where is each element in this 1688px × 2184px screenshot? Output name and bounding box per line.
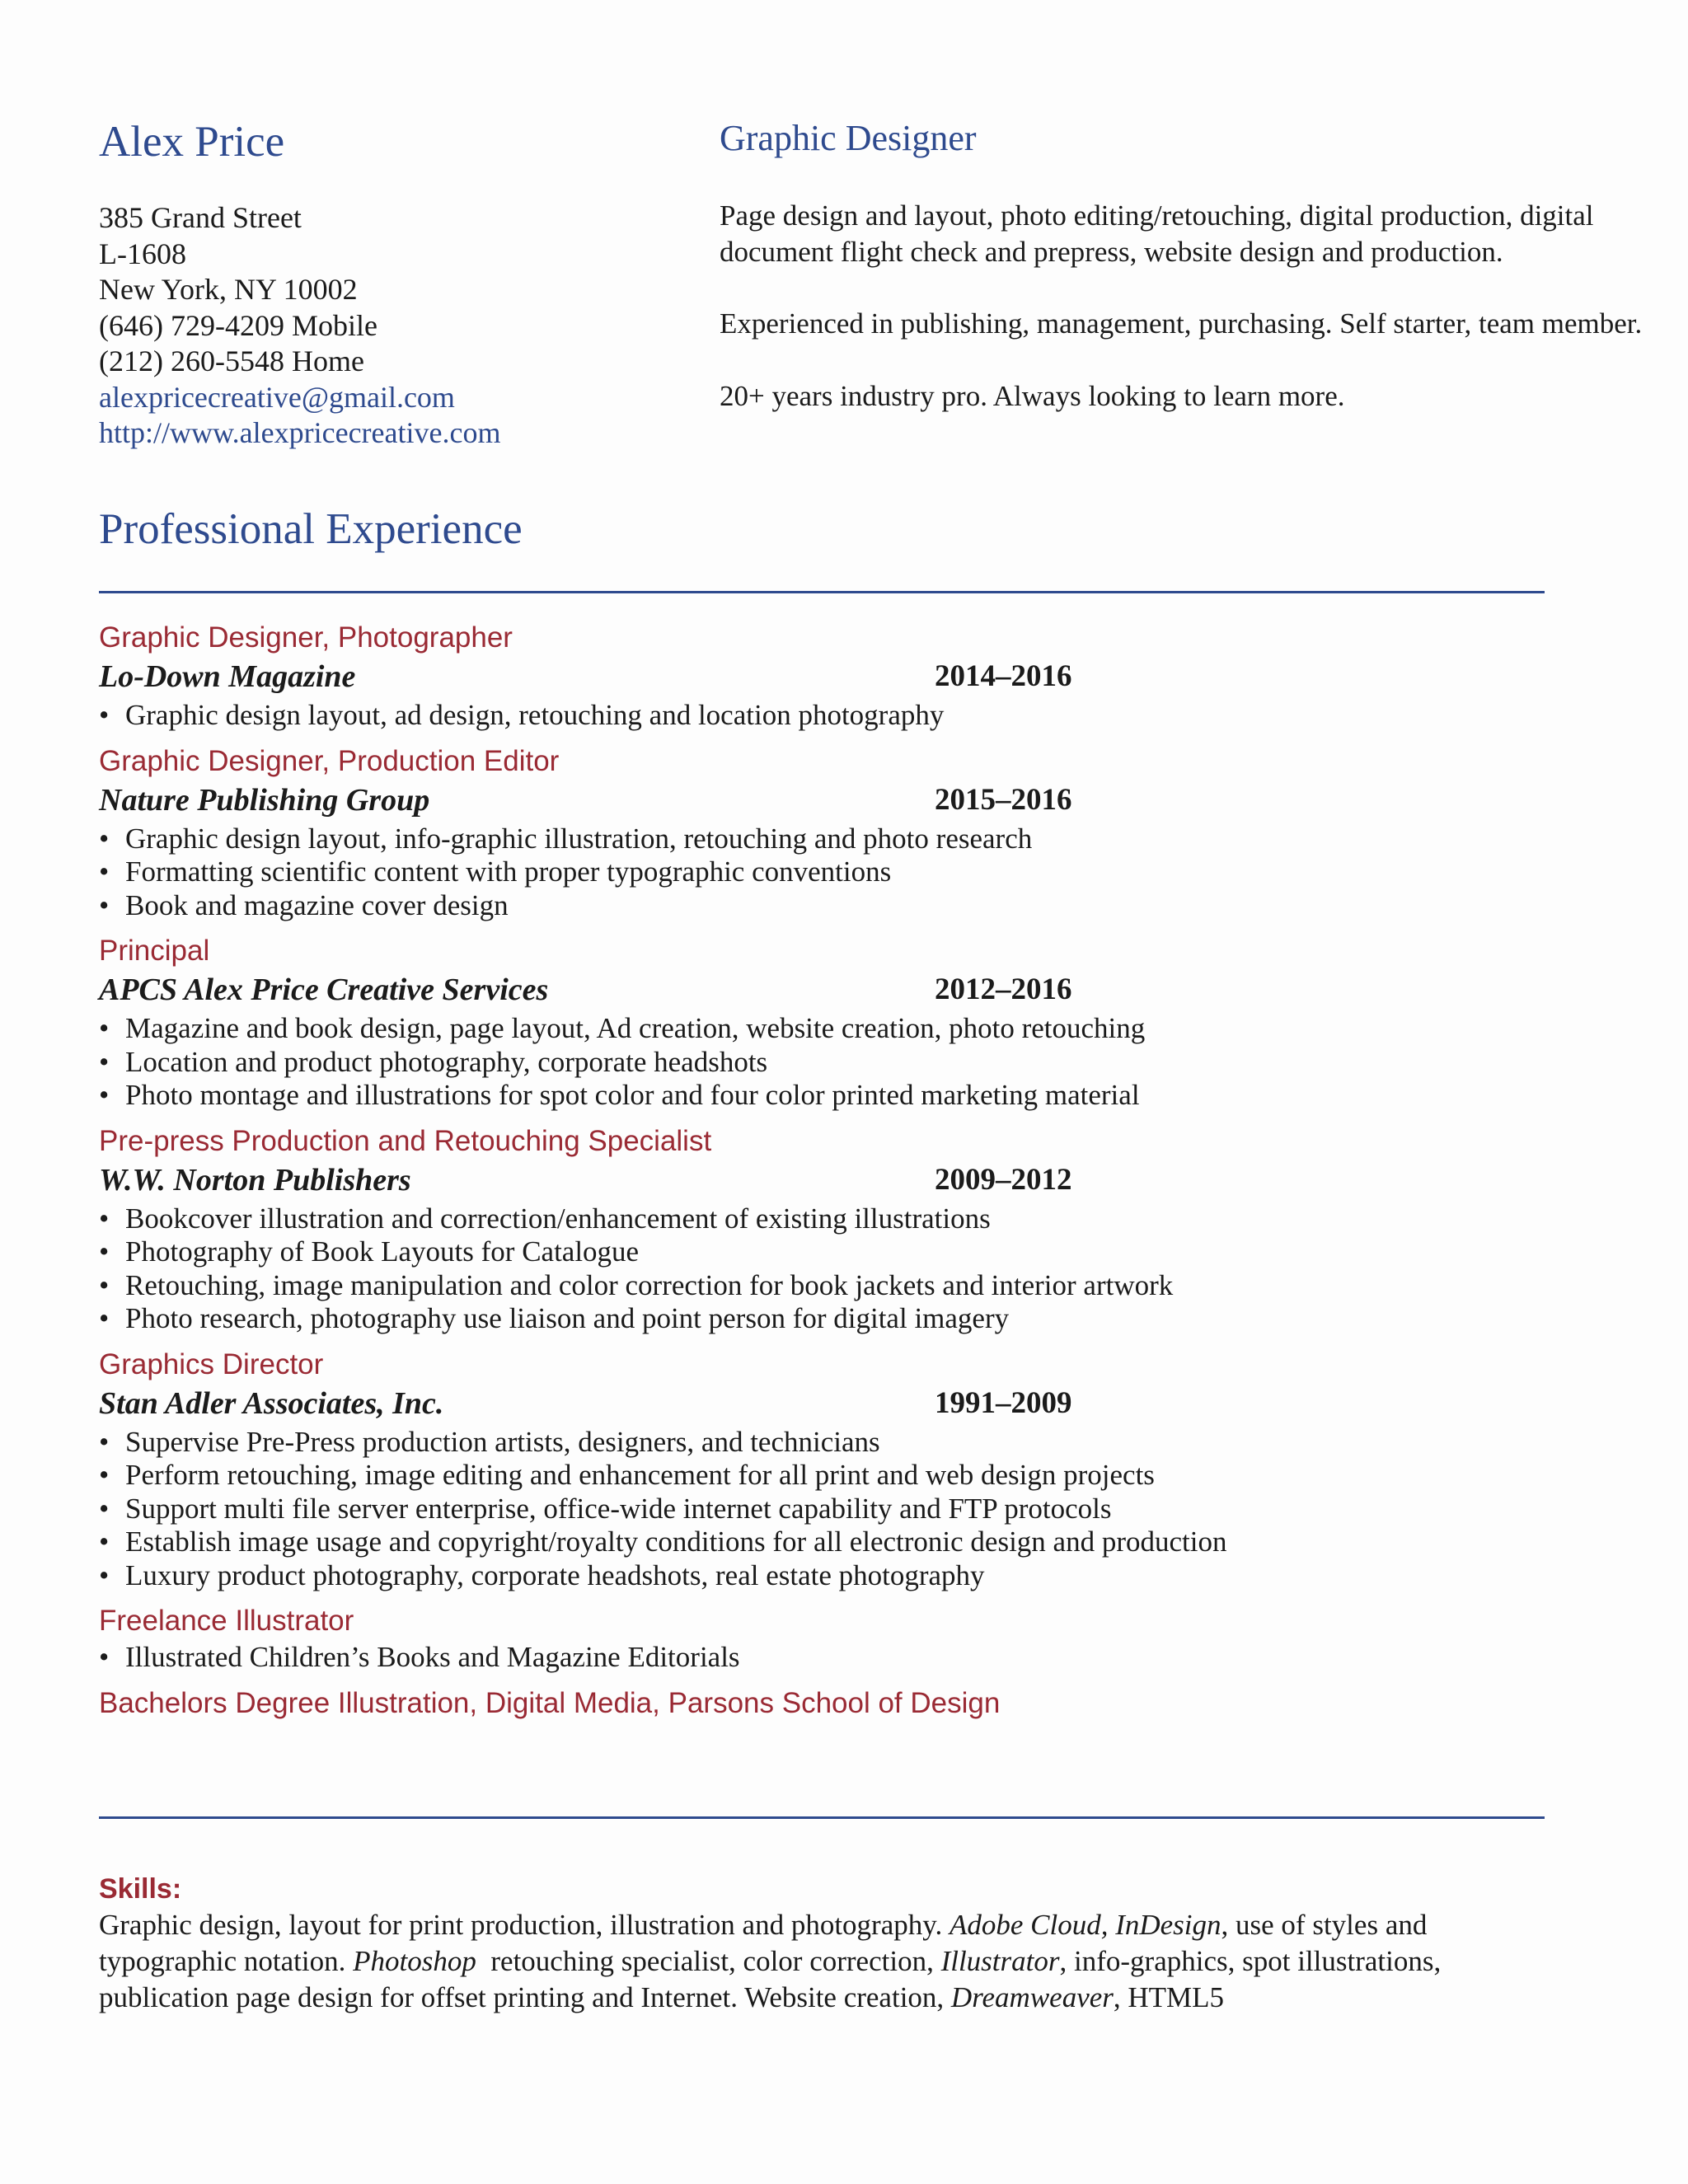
job-bullet: • Formatting scientific content with proper typographic conventions [99,855,1550,889]
address-line: 385 Grand Street [99,201,302,234]
skills-software: Illustrator [940,1945,1060,1977]
role-title: Graphic Designer [720,118,977,158]
summary [720,198,1643,450]
website-link[interactable]: http://www.alexpricecreative.com [99,416,501,449]
job-years: 1991–2009 [935,1385,1072,1420]
address-line: L-1608 [99,237,186,270]
company-name: Stan Adler Associates, Inc. [99,1385,444,1421]
company-name: APCS Alex Price Creative Services [99,972,549,1007]
summary-paragraph: 20+ years industry pro. Always looking to learn more. [720,379,1345,412]
company-name: Nature Publishing Group [99,782,430,818]
job-bullet: • Magazine and book design, page layout, Ad creation, website creation, photo retouching [99,1012,1550,1046]
address-line: New York, NY 10002 [99,273,358,306]
job-bullet: • Establish image usage and copyright/royalty conditions for all electronic design and production [99,1526,1550,1559]
job-bullet: • Photo montage and illustrations for spot color and four color printed marketing material [99,1079,1550,1113]
job-bullet: • Supervise Pre-Press production artists, designers, and technicians [99,1426,1550,1460]
job-years: 2009–2012 [935,1162,1072,1197]
mobile-phone: (646) 729-4209 Mobile [99,308,377,342]
job-years: 2014–2016 [935,659,1072,693]
job-title: Pre-press Production and Retouching Specialist [99,1124,712,1157]
skills-software: Photoshop [353,1945,476,1977]
skills-segment: Graphic design, layout for print production, illustration and photography. [99,1909,950,1941]
job-bullet: • Photo research, photography use liaison and point person for digital imagery [99,1302,1550,1336]
skills-software: Adobe Cloud, InDesign [949,1909,1221,1941]
contact-block [99,200,500,452]
company-name: Lo-Down Magazine [99,659,356,694]
company-name: W.W. Norton Publishers [99,1162,411,1197]
skills-software: Dreamweaver [950,1981,1114,2013]
job-entry [99,1347,1550,1593]
job-years: 2015–2016 [935,782,1072,817]
divider-top [99,591,1545,593]
job-bullet: • Photography of Book Layouts for Catalogue [99,1235,1550,1269]
job-title: Freelance Illustrator [99,1605,354,1637]
job-bullet: • Bookcover illustration and correction/enhancement of existing illustrations [99,1202,1550,1236]
candidate-name: Alex Price [99,118,285,166]
job-title: Graphic Designer, Photographer [99,621,513,654]
skills-segment: , use of styles and typographic notation. [99,1909,1428,1977]
skills-label: Skills: [99,1873,182,1905]
job-entry [99,620,1550,733]
experience-heading: Professional Experience [99,505,523,553]
skills-segment: , info-graphics, spot illustrations, publication page design for offset printing and Internet. Website creation, [99,1945,1442,2013]
divider-bottom [99,1816,1545,1819]
job-bullet: • Location and product photography, corporate headshots [99,1046,1550,1080]
job-entry [99,1123,1550,1336]
summary-paragraph: Experienced in publishing, management, purchasing. Self starter, team member. [720,307,1643,340]
job-bullet: • Luxury product photography, corporate headshots, real estate photography [99,1559,1550,1593]
job-years: 2012–2016 [935,972,1072,1006]
skills-segment: retouching specialist, color correction, [476,1945,941,1977]
job-bullet: • Book and magazine cover design [99,889,1550,923]
job-title: Graphic Designer, Production Editor [99,744,560,777]
skills-text [99,1907,1550,2016]
email-link[interactable]: alexpricecreative@gmail.com [99,380,455,414]
job-bullet: • Graphic design layout, ad design, retouching and location photography [99,699,1550,733]
job-bullet: • Graphic design layout, info-graphic illustration, retouching and photo research [99,823,1550,856]
skills-segment: , HTML5 [1113,1981,1225,2013]
job-title: Principal [99,935,210,967]
summary-paragraph: Page design and layout, photo editing/retouching, digital production, digital document flight check and prepress, website design and production. [720,199,1594,268]
job-bullet: • Perform retouching, image editing and enhancement for all print and web design projects [99,1459,1550,1493]
education: Bachelors Degree Illustration, Digital Media, Parsons School of Design [99,1686,1001,1719]
job-bullet: • Support multi file server enterprise, office-wide internet capability and FTP protocols [99,1493,1550,1526]
experience-list [99,620,1550,1722]
job-title: Graphics Director [99,1347,324,1380]
job-entry [99,743,1550,923]
job-bullet: • Retouching, image manipulation and color correction for book jackets and interior artwork [99,1269,1550,1303]
job-bullet: • Illustrated Children’s Books and Magazine Editorials [99,1641,1550,1675]
home-phone: (212) 260-5548 Home [99,344,364,377]
job-entry [99,1603,1550,1675]
job-entry [99,933,1550,1113]
